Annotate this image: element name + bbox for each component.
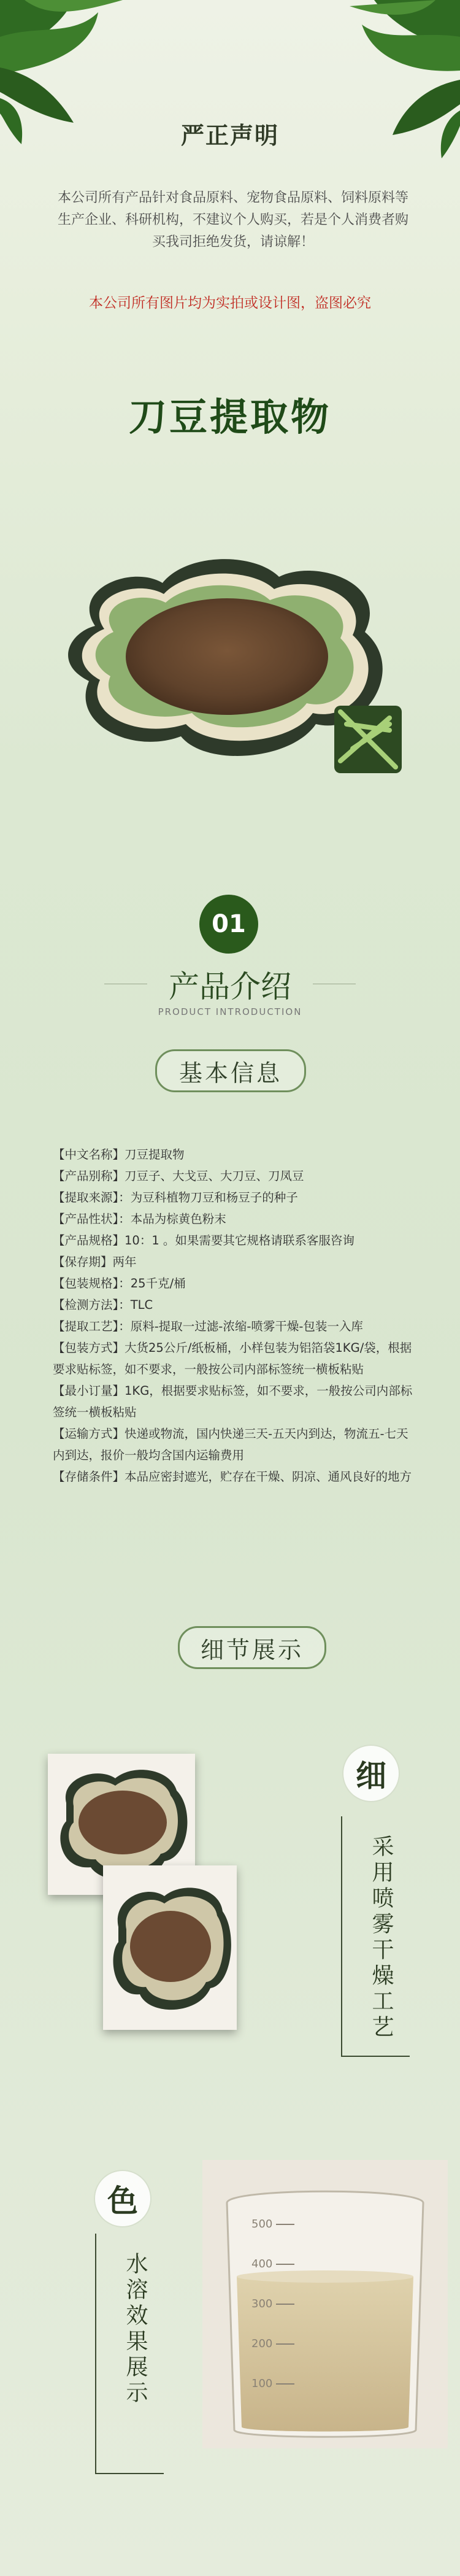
notice-body: 本公司所有产品针对食品原料、宠物食品原料、饲料原料等生产企业、科研机构，不建议个人购买，若是个人消费者购买我司拒绝发货，请谅解！ [57, 190, 408, 250]
info-row: 【包装方式】大货25公斤/纸板桶，小样包装为铝箔袋1KG/袋，根据要求贴标签，如不要求，一般按公司内部标签统一横板粘贴 [53, 1341, 412, 1376]
info-row: 【最小订量】1KG，根据要求贴标签，如不要求，一般按公司内部标签统一横板粘贴 [53, 1384, 413, 1419]
info-row: 【产品性状】：本品为棕黄色粉末 [53, 1212, 226, 1226]
water-char-badge: 色 [95, 2171, 150, 2226]
beaker-mark: 400 [251, 2258, 273, 2270]
product-name: 刀豆提取物 [128, 395, 331, 439]
info-row: 【产品别称】刀豆子、大戈豆、大刀豆、刀凤豆 [53, 1169, 304, 1183]
notice-warning: 本公司所有图片均为实拍或设计图，盗图必究 [89, 295, 371, 311]
beaker-mark: 300 [251, 2297, 273, 2310]
info-row: 【中文名称】刀豆提取物 [53, 1147, 185, 1162]
info-row: 【保存期】两年 [53, 1255, 137, 1269]
info-row: 【存储条件】本品应密封遮光，贮存在干燥、阴凉、通风良好的地方 [53, 1470, 412, 1484]
detail-caption: 采用喷雾干燥工艺 [369, 1835, 394, 2041]
product-bowl-image [46, 540, 414, 785]
detail-bowl-photo-2 [103, 1865, 237, 2030]
water-caption-box [95, 2234, 164, 2474]
detail-label: 细节展示 [178, 1626, 326, 1669]
detail-char-badge: 细 [343, 1746, 399, 1801]
beaker-mark: 200 [251, 2337, 273, 2350]
section-title: 产品介绍 [169, 969, 291, 1005]
beaker-mark: 100 [251, 2377, 273, 2390]
section-subtitle: PRODUCT INTRODUCTION [158, 1006, 302, 1017]
section-number-badge: 01 [199, 895, 258, 954]
beaker-photo [202, 2160, 448, 2448]
product-info-list [53, 1144, 415, 1487]
info-row: 【产品规格】10：1 。如果需要其它规格请联系客服咨询 [53, 1233, 355, 1248]
detail-caption-box [341, 1816, 410, 2057]
water-caption: 水溶效果展示 [123, 2252, 148, 2407]
notice-title: 严正声明 [180, 122, 279, 149]
info-row: 【运输方式】快递或物流，国内快递三天-五天内到达，物流五-七天内到达，报价一般均含国内运输费用 [53, 1427, 408, 1462]
basic-info-label: 基本信息 [155, 1049, 306, 1092]
info-row: 【提取工艺】：原料-提取一过滤-浓缩-喷雾干燥-包装一入库 [53, 1319, 363, 1333]
info-row: 【检测方法】：TLC [53, 1298, 153, 1312]
info-row: 【包装规格】：25千克/桶 [53, 1276, 186, 1290]
info-row: 【提取来源】：为豆科植物刀豆和杨豆子的种子 [53, 1190, 298, 1205]
beaker-mark: 500 [251, 2218, 273, 2231]
